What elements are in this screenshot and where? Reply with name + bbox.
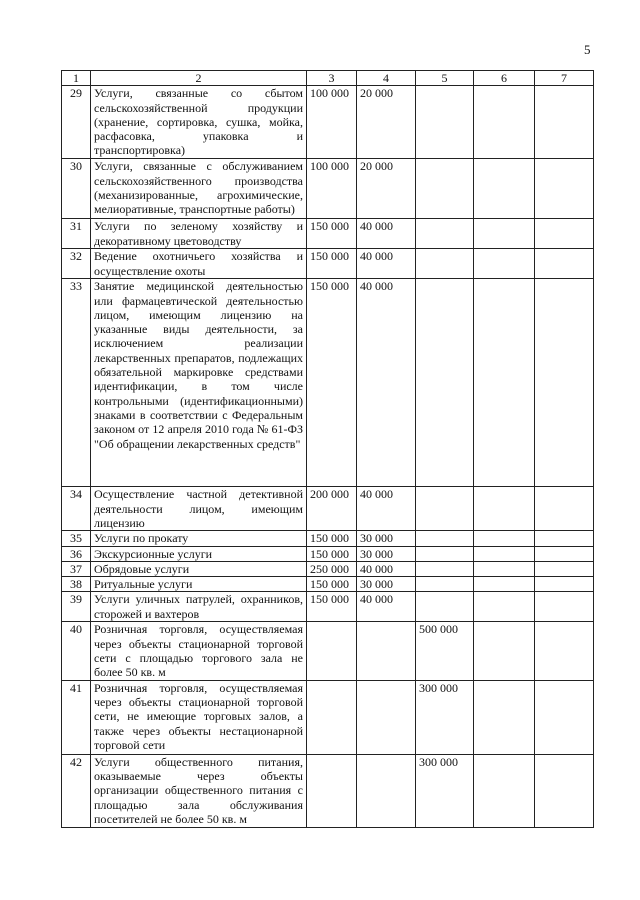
column-header: 2 bbox=[91, 71, 307, 86]
column-7-value bbox=[535, 487, 594, 531]
table-row bbox=[62, 546, 594, 561]
column-3-value: 150 000 bbox=[307, 546, 357, 561]
row-description: Услуги по прокату bbox=[91, 531, 307, 546]
column-7-value bbox=[535, 754, 594, 827]
row-number: 33 bbox=[62, 279, 91, 487]
column-6-value bbox=[474, 577, 535, 592]
tax-rate-table bbox=[61, 70, 594, 828]
column-5-value bbox=[416, 279, 474, 487]
column-6-value bbox=[474, 754, 535, 827]
column-6-value bbox=[474, 86, 535, 159]
column-5-value: 300 000 bbox=[416, 680, 474, 754]
column-4-value: 40 000 bbox=[357, 219, 416, 249]
column-4-value: 40 000 bbox=[357, 279, 416, 487]
column-3-value: 150 000 bbox=[307, 279, 357, 487]
column-7-value bbox=[535, 86, 594, 159]
row-description: Ритуальные услуги bbox=[91, 577, 307, 592]
column-5-value: 300 000 bbox=[416, 754, 474, 827]
column-header: 7 bbox=[535, 71, 594, 86]
column-4-value: 40 000 bbox=[357, 561, 416, 576]
column-7-value bbox=[535, 561, 594, 576]
column-6-value bbox=[474, 249, 535, 279]
column-4-value: 40 000 bbox=[357, 592, 416, 622]
row-number: 41 bbox=[62, 680, 91, 754]
column-7-value bbox=[535, 219, 594, 249]
table-row bbox=[62, 279, 594, 487]
column-7-value bbox=[535, 159, 594, 219]
column-6-value bbox=[474, 487, 535, 531]
column-4-value bbox=[357, 680, 416, 754]
column-3-value bbox=[307, 754, 357, 827]
column-7-value bbox=[535, 249, 594, 279]
column-6-value bbox=[474, 592, 535, 622]
column-4-value: 30 000 bbox=[357, 577, 416, 592]
column-5-value bbox=[416, 561, 474, 576]
column-5-value bbox=[416, 487, 474, 531]
column-5-value bbox=[416, 531, 474, 546]
column-6-value bbox=[474, 680, 535, 754]
column-7-value bbox=[535, 531, 594, 546]
column-7-value bbox=[535, 279, 594, 487]
row-description: Занятие медицинской деятельностью или фармацевтической деятельностью лицом, имеющим лицензию на указанные виды деятельности, за исключением реализации лекарственных препаратов, подлежащих обязательной маркировке средствами идентификации, в том числе контрольными (идентификационными) знаками в соответствии с Федеральным законом от 12 апреля 2010 года № 61-ФЗ "Об обращении лекарственных средств" bbox=[91, 279, 307, 487]
row-description: Услуги по зеленому хозяйству и декоративному цветоводству bbox=[91, 219, 307, 249]
column-3-value bbox=[307, 622, 357, 680]
column-6-value bbox=[474, 561, 535, 576]
column-3-value: 200 000 bbox=[307, 487, 357, 531]
column-5-value bbox=[416, 86, 474, 159]
row-number: 30 bbox=[62, 159, 91, 219]
column-5-value bbox=[416, 249, 474, 279]
row-number: 34 bbox=[62, 487, 91, 531]
page-number: 5 bbox=[584, 42, 591, 57]
column-header: 5 bbox=[416, 71, 474, 86]
row-number: 31 bbox=[62, 219, 91, 249]
table-header-row bbox=[62, 71, 594, 86]
table-row bbox=[62, 487, 594, 531]
table-row bbox=[62, 561, 594, 576]
column-6-value bbox=[474, 531, 535, 546]
column-6-value bbox=[474, 622, 535, 680]
column-6-value bbox=[474, 159, 535, 219]
row-number: 40 bbox=[62, 622, 91, 680]
table-row bbox=[62, 219, 594, 249]
row-description: Розничная торговля, осуществляемая через объекты стационарной торговой сети с площадью торгового зала не более 50 кв. м bbox=[91, 622, 307, 680]
row-number: 38 bbox=[62, 577, 91, 592]
column-4-value: 30 000 bbox=[357, 531, 416, 546]
table-row bbox=[62, 622, 594, 680]
column-4-value: 20 000 bbox=[357, 86, 416, 159]
row-number: 36 bbox=[62, 546, 91, 561]
column-4-value: 30 000 bbox=[357, 546, 416, 561]
column-header: 3 bbox=[307, 71, 357, 86]
column-3-value: 250 000 bbox=[307, 561, 357, 576]
row-description: Услуги, связанные со сбытом сельскохозяйственной продукции (хранение, сортировка, сушка, мойка, расфасовка, упаковка и транспортировка) bbox=[91, 86, 307, 159]
column-3-value: 100 000 bbox=[307, 86, 357, 159]
column-7-value bbox=[535, 622, 594, 680]
row-description: Услуги общественного питания, оказываемые через объекты организации общественного питания с площадью зала обслуживания посетителей не более 50 кв. м bbox=[91, 754, 307, 827]
column-3-value: 150 000 bbox=[307, 219, 357, 249]
column-header: 4 bbox=[357, 71, 416, 86]
row-description: Ведение охотничьего хозяйства и осуществление охоты bbox=[91, 249, 307, 279]
row-number: 32 bbox=[62, 249, 91, 279]
row-number: 37 bbox=[62, 561, 91, 576]
column-6-value bbox=[474, 546, 535, 561]
column-3-value: 150 000 bbox=[307, 531, 357, 546]
column-4-value bbox=[357, 622, 416, 680]
row-number: 42 bbox=[62, 754, 91, 827]
column-header: 1 bbox=[62, 71, 91, 86]
column-7-value bbox=[535, 577, 594, 592]
column-7-value bbox=[535, 592, 594, 622]
column-3-value: 150 000 bbox=[307, 592, 357, 622]
row-number: 35 bbox=[62, 531, 91, 546]
row-description: Экскурсионные услуги bbox=[91, 546, 307, 561]
row-description: Услуги уличных патрулей, охранников, сторожей и вахтеров bbox=[91, 592, 307, 622]
column-5-value bbox=[416, 577, 474, 592]
table-row bbox=[62, 754, 594, 827]
row-number: 29 bbox=[62, 86, 91, 159]
column-header: 6 bbox=[474, 71, 535, 86]
row-number: 39 bbox=[62, 592, 91, 622]
column-4-value: 20 000 bbox=[357, 159, 416, 219]
table-row bbox=[62, 86, 594, 159]
row-description: Обрядовые услуги bbox=[91, 561, 307, 576]
table-row bbox=[62, 592, 594, 622]
column-5-value bbox=[416, 219, 474, 249]
column-5-value bbox=[416, 159, 474, 219]
table-row bbox=[62, 680, 594, 754]
row-description: Осуществление частной детективной деятельности лицом, имеющим лицензию bbox=[91, 487, 307, 531]
column-3-value: 150 000 bbox=[307, 249, 357, 279]
column-5-value bbox=[416, 546, 474, 561]
row-description: Услуги, связанные с обслуживанием сельскохозяйственного производства (механизированные, агрохимические, мелиоративные, транспортные работы) bbox=[91, 159, 307, 219]
column-7-value bbox=[535, 680, 594, 754]
table-row bbox=[62, 159, 594, 219]
column-6-value bbox=[474, 219, 535, 249]
column-4-value bbox=[357, 754, 416, 827]
column-4-value: 40 000 bbox=[357, 249, 416, 279]
column-3-value: 100 000 bbox=[307, 159, 357, 219]
column-3-value: 150 000 bbox=[307, 577, 357, 592]
column-4-value: 40 000 bbox=[357, 487, 416, 531]
column-3-value bbox=[307, 680, 357, 754]
column-6-value bbox=[474, 279, 535, 487]
table-row bbox=[62, 531, 594, 546]
column-7-value bbox=[535, 546, 594, 561]
table-row bbox=[62, 577, 594, 592]
column-5-value bbox=[416, 592, 474, 622]
row-description: Розничная торговля, осуществляемая через объекты стационарной торговой сети, не имеющие торговых залов, а также через объекты нестационарной торговой сети bbox=[91, 680, 307, 754]
column-5-value: 500 000 bbox=[416, 622, 474, 680]
table-row bbox=[62, 249, 594, 279]
